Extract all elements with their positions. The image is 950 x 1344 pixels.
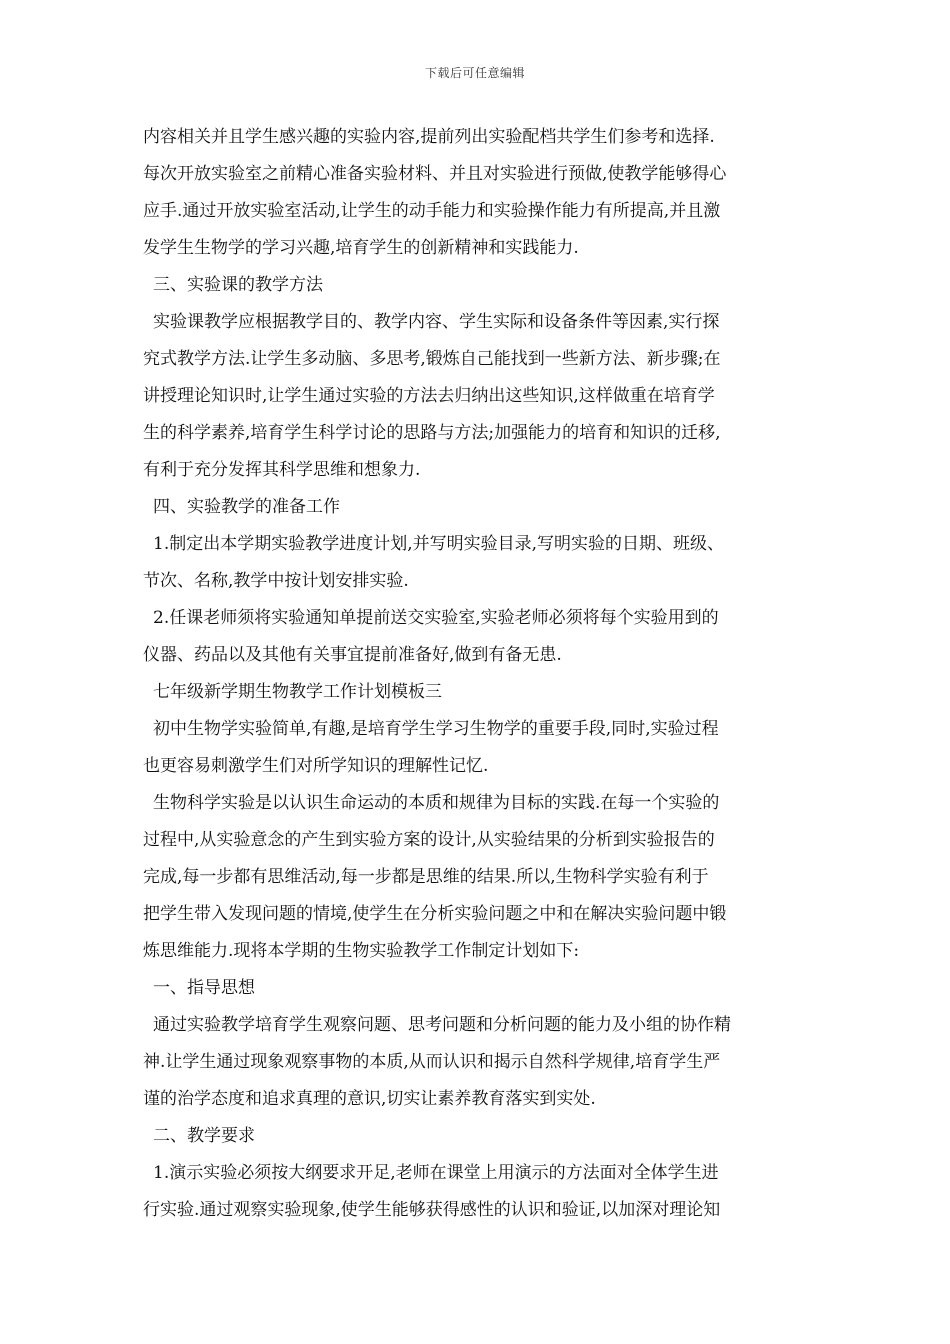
text-line: 讲授理论知识时,让学生通过实验的方法去归纳出这些知识,这样做重在培育学 — [143, 386, 715, 406]
document-body — [143, 119, 807, 1229]
text-line: 也更容易刺激学生们对所学知识的理解性记忆. — [143, 756, 489, 776]
text-line: 2.任课老师须将实验通知单提前送交实验室,实验老师必须将每个实验用到的 — [153, 608, 719, 628]
text-line: 通过实验教学培育学生观察问题、思考问题和分析问题的能力及小组的协作精 — [153, 1015, 731, 1035]
text-line: 完成,每一步都有思维活动,每一步都是思维的结果.所以,生物科学实验有利于 — [143, 867, 709, 887]
text-line: 节次、名称,教学中按计划安排实验. — [143, 571, 409, 591]
text-line: 四、实验教学的准备工作 — [153, 497, 340, 517]
text-line: 内容相关并且学生感兴趣的实验内容,提前列出实验配档共学生们参考和选择. — [143, 127, 715, 147]
text-line: 生物科学实验是以认识生命运动的本质和规律为目标的实践.在每一个实验的 — [153, 793, 720, 813]
text-line: 每次开放实验室之前精心准备实验材料、并且对实验进行预做,使教学能够得心 — [143, 164, 727, 184]
text-line: 一、指导思想 — [153, 978, 255, 998]
page-header: 下载后可任意编辑 — [424, 66, 525, 80]
text-line: 1.演示实验必须按大纲要求开足,老师在课堂上用演示的方法面对全体学生进 — [153, 1163, 719, 1183]
text-line: 二、教学要求 — [153, 1126, 255, 1146]
text-line: 1.制定出本学期实验教学进度计划,并写明实验目录,写明实验的日期、班级、 — [153, 534, 725, 554]
text-line: 过程中,从实验意念的产生到实验方案的设计,从实验结果的分析到实验报告的 — [143, 830, 715, 850]
text-line: 谨的治学态度和追求真理的意识,切实让素养教育落实到实处. — [143, 1089, 596, 1109]
text-line: 实验课教学应根据教学目的、教学内容、学生实际和设备条件等因素,实行探 — [153, 312, 720, 332]
text-line: 仪器、药品以及其他有关事宜提前准备好,做到有备无患. — [143, 645, 562, 665]
text-line: 炼思维能力.现将本学期的生物实验教学工作制定计划如下: — [143, 941, 580, 961]
text-line: 发学生生物学的学习兴趣,培育学生的创新精神和实践能力. — [143, 238, 579, 258]
text-line: 应手.通过开放实验室活动,让学生的动手能力和实验操作能力有所提高,并且激 — [143, 201, 721, 221]
text-line: 有利于充分发挥其科学思维和想象力. — [143, 460, 421, 480]
text-line: 初中生物学实验简单,有趣,是培育学生学习生物学的重要手段,同时,实验过程 — [153, 719, 719, 739]
text-line: 神.让学生通过现象观察事物的本质,从而认识和揭示自然科学规律,培育学生严 — [143, 1052, 721, 1072]
text-line: 究式教学方法.让学生多动脑、多思考,锻炼自己能找到一些新方法、新步骤;在 — [143, 349, 721, 369]
text-line: 生的科学素养,培育学生科学讨论的思路与方法;加强能力的培育和知识的迁移, — [143, 423, 721, 443]
text-line: 行实验.通过观察实验现象,使学生能够获得感性的认识和验证,以加深对理论知 — [143, 1200, 721, 1220]
text-line: 把学生带入发现问题的情境,使学生在分析实验问题之中和在解决实验问题中锻 — [143, 904, 727, 924]
text-line: 七年级新学期生物教学工作计划模板三 — [153, 682, 442, 702]
text-line: 三、实验课的教学方法 — [153, 275, 323, 295]
